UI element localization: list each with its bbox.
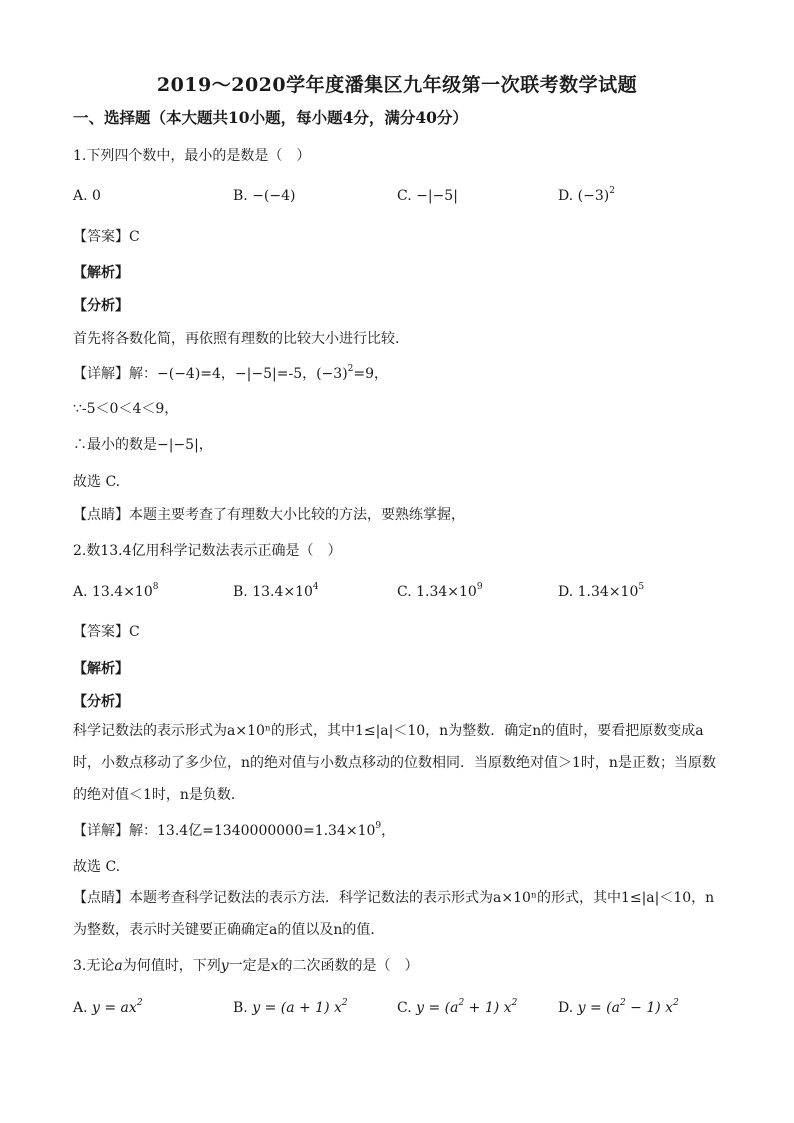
- option-expression: [252, 1000, 347, 1016]
- option-label: D.: [558, 188, 574, 204]
- q2-analysis-heading: 【解析】: [73, 661, 129, 677]
- expr-exponent: 2: [341, 998, 348, 1008]
- detail-text: 【详解】解：−(−4)=4，−|−5|=-5，(−3): [73, 366, 348, 382]
- expr-inner-exponent: 2: [620, 998, 626, 1008]
- q1-fenxi-text: 首先将各数化简，再依照有理数的比较大小进行比较.: [73, 331, 400, 347]
- option-label: C.: [397, 1000, 412, 1016]
- q3-option-c: [397, 998, 517, 1018]
- stem-text: 3.无论: [73, 958, 115, 974]
- option-label: D.: [558, 1000, 574, 1016]
- expr-exponent: 2: [609, 186, 615, 196]
- option-expression: [416, 584, 482, 600]
- q2-fenxi-text: 科学记数法的表示形式为a×10ⁿ的形式，其中1≤|a|＜10，n为整数．确定n的值时，要看把原数变成a时，小数点移动了多少位，n的绝对值与小数点移动的位数相同．当原数绝对值＞1时，n是正数；当原数的绝对值＜1时，n是负数．: [73, 723, 716, 803]
- option-expression: [578, 584, 644, 600]
- q2-detail: [73, 821, 395, 841]
- expr-base: y = (a + 1) x: [252, 1000, 342, 1016]
- stem-text: 为何值时，下列: [122, 958, 221, 974]
- stem-text: 的二次函数的是（ ）: [278, 958, 419, 974]
- stem-text: 一定是: [228, 958, 271, 974]
- expr-base: 13.4×10: [252, 584, 313, 600]
- option-label: B.: [233, 1000, 248, 1016]
- stem-variable: a: [114, 958, 123, 974]
- detail-exponent: 9: [375, 821, 382, 831]
- expr-part: − 1) x: [625, 1000, 674, 1016]
- option-expression: −(−4): [252, 188, 296, 204]
- q1-choose: 故选 C.: [73, 474, 121, 490]
- option-expression: [578, 1000, 679, 1016]
- expr-exponent: 4: [312, 582, 319, 592]
- expr-base: (−3): [577, 188, 610, 204]
- expr-part: + 1) x: [464, 1000, 512, 1016]
- option-expression: [252, 584, 318, 600]
- expr-base: 1.34×10: [577, 584, 639, 600]
- q2-option-d: [558, 582, 644, 602]
- q1-option-c: [397, 186, 458, 206]
- option-expression: [92, 1000, 143, 1016]
- expr-exponent: 5: [638, 582, 645, 592]
- option-label: A.: [73, 1000, 88, 1016]
- expr-exponent: 2: [673, 998, 679, 1008]
- expr-exponent: 2: [511, 998, 518, 1008]
- expr-part: y = (a: [577, 1000, 620, 1016]
- q2-fenxi-heading: 【分析】: [73, 694, 129, 710]
- q1-dianjing: 【点睛】本题主要考查了有理数大小比较的方法，要熟练掌握，: [73, 507, 465, 523]
- option-label: D.: [558, 584, 574, 600]
- question-2-stem: 2.数13.4亿用科学记数法表示正确是（ ）: [73, 543, 342, 559]
- option-expression: −|−5|: [416, 188, 458, 204]
- question-1-stem: 1.下列四个数中，最小的是数是（ ）: [73, 148, 311, 164]
- option-label: C.: [397, 188, 412, 204]
- detail-text-end: ，: [381, 823, 396, 839]
- q2-choose: 故选 C.: [73, 859, 121, 875]
- q1-analysis-heading: 【解析】: [73, 265, 129, 281]
- option-label: A.: [73, 584, 88, 600]
- option-label: B.: [233, 188, 248, 204]
- expr-exponent: 9: [476, 582, 483, 592]
- question-3-stem: [73, 956, 419, 976]
- expr-exponent: 2: [136, 998, 143, 1008]
- detail-text: 【详解】解：13.4亿=1340000000=1.34×10: [73, 823, 376, 839]
- expr-exponent: 8: [152, 582, 159, 592]
- page-title: 2019～2020学年度潘集区九年级第一次联考数学试题: [156, 74, 638, 96]
- option-expression: [416, 1000, 517, 1016]
- expr-base: 13.4×10: [92, 584, 153, 600]
- stem-variable: y: [220, 958, 229, 974]
- option-label: C.: [397, 584, 412, 600]
- q1-option-b: [233, 186, 296, 206]
- detail-text-end: =9，: [353, 366, 389, 382]
- q2-answer: 【答案】C: [73, 624, 140, 640]
- q1-therefore: ∴最小的数是−|−5|，: [73, 437, 213, 453]
- q2-option-b: [233, 582, 319, 602]
- expr-base: 1.34×10: [416, 584, 477, 600]
- q1-fenxi-heading: 【分析】: [73, 298, 129, 314]
- q2-option-a: [73, 582, 158, 602]
- q2-dianjing: 【点睛】本题考查科学记数法的表示方法．科学记数法的表示形式为a×10ⁿ的形式，其中1≤|a|＜10，n为整数，表示时关键要正确确定a的值以及n的值．: [73, 890, 715, 938]
- q3-option-b: [233, 998, 348, 1018]
- option-label: B.: [233, 584, 248, 600]
- expr-base: y = ax: [92, 1000, 137, 1016]
- option-expression: [578, 188, 615, 204]
- q1-option-a: A. 0: [73, 188, 101, 204]
- q1-detail: [73, 364, 388, 384]
- expr-inner-exponent: 2: [458, 998, 465, 1008]
- detail-exponent: 2: [347, 364, 354, 374]
- expr-part: y = (a: [416, 1000, 459, 1016]
- option-expression: [92, 584, 158, 600]
- q3-option-d: [558, 998, 679, 1018]
- stem-variable: x: [270, 958, 279, 974]
- q1-answer: 【答案】C: [73, 229, 140, 245]
- q1-option-d: [558, 186, 615, 206]
- q3-option-a: [73, 998, 143, 1018]
- section-heading: 一、选择题（本大题共10小题，每小题4分，满分40分）: [73, 108, 468, 127]
- q1-because: ∵-5＜0＜4＜9，: [73, 401, 179, 417]
- q2-option-c: [397, 582, 483, 602]
